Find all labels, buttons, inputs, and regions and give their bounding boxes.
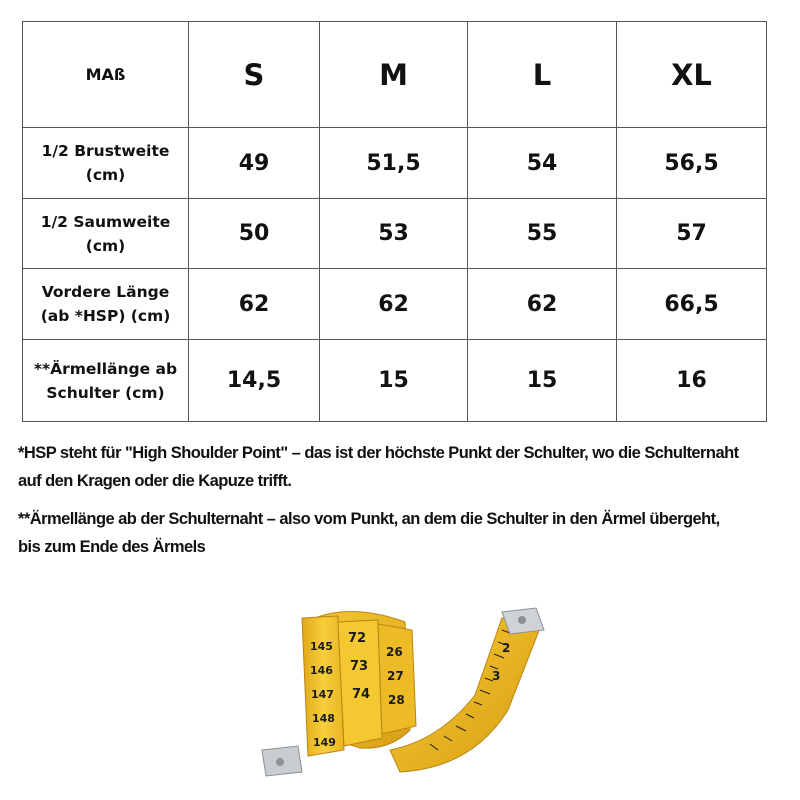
size-header-m: M: [320, 22, 468, 128]
value-cell: 51,5: [320, 128, 468, 199]
tape-number: 2: [502, 641, 511, 655]
size-chart-table: [22, 21, 767, 422]
value-cell: 56,5: [617, 128, 767, 199]
table-row: [23, 269, 767, 340]
row-label: [23, 269, 189, 340]
hsp-footnote: [18, 439, 796, 495]
hsp-footnote-line2: auf den Kragen oder die Kapuze trifft.: [18, 472, 292, 490]
value-cell: 16: [617, 340, 767, 422]
tape-number: 28: [388, 693, 405, 707]
sleeve-footnote-line2: bis zum Ende des Ärmels: [18, 538, 206, 556]
value-cell: 62: [189, 269, 320, 340]
tape-number: 72: [348, 631, 367, 646]
tape-number: 26: [386, 645, 403, 659]
value-cell: 66,5: [617, 269, 767, 340]
row-label-line1: **Ärmellänge ab: [33, 359, 178, 378]
tape-rivet-icon: [276, 758, 284, 766]
table-header-row: [23, 22, 767, 128]
tape-number: 149: [313, 736, 336, 749]
measuring-tape-image: [240, 600, 560, 785]
row-label-line2: (ab *HSP) (cm): [40, 307, 171, 325]
value-cell: 15: [320, 340, 468, 422]
tape-number: 73: [350, 659, 369, 674]
row-label: [23, 128, 189, 199]
tape-number: 146: [310, 664, 333, 677]
sleeve-footnote-line1: **Ärmellänge ab der Schulternaht – also vom Punkt, an dem die Schulter in den Ärmel übergeht,: [18, 510, 720, 528]
size-header-s: S: [189, 22, 320, 128]
tape-number: 147: [311, 688, 334, 701]
value-cell: 54: [468, 128, 617, 199]
tape-number: 27: [387, 669, 404, 683]
value-cell: 14,5: [189, 340, 320, 422]
sleeve-footnote: [18, 505, 796, 561]
value-cell: 15: [468, 340, 617, 422]
size-header-l: L: [468, 22, 617, 128]
tape-number: 74: [352, 687, 371, 702]
row-label: [23, 340, 189, 422]
value-cell: 50: [189, 199, 320, 269]
table-row: [23, 340, 767, 422]
table-row: [23, 128, 767, 199]
tape-number: 3: [492, 669, 501, 683]
table-row: [23, 199, 767, 269]
tape-rivet-icon: [518, 616, 526, 624]
tape-left-band: [302, 616, 344, 756]
size-header-xl: XL: [617, 22, 767, 128]
value-cell: 57: [617, 199, 767, 269]
row-label-line2: (cm): [85, 166, 126, 184]
row-label-line1: 1/2 Brustweite: [41, 142, 170, 160]
row-label-line1: Vordere Länge: [41, 283, 170, 301]
value-cell: 55: [468, 199, 617, 269]
value-cell: 53: [320, 199, 468, 269]
hsp-footnote-line1: *HSP steht für "High Shoulder Point" – das ist der höchste Punkt der Schulter, wo die Schulternaht: [18, 444, 739, 462]
row-label-line2: Schulter (cm): [46, 383, 165, 402]
value-cell: 62: [320, 269, 468, 340]
tape-number: 148: [312, 712, 335, 725]
measure-header-cell: MAß: [23, 22, 189, 128]
value-cell: 49: [189, 128, 320, 199]
row-label-line2: (cm): [85, 236, 126, 255]
row-label: [23, 199, 189, 269]
value-cell: 62: [468, 269, 617, 340]
tape-number: 145: [310, 640, 333, 653]
row-label-line1: 1/2 Saumweite: [40, 212, 171, 231]
